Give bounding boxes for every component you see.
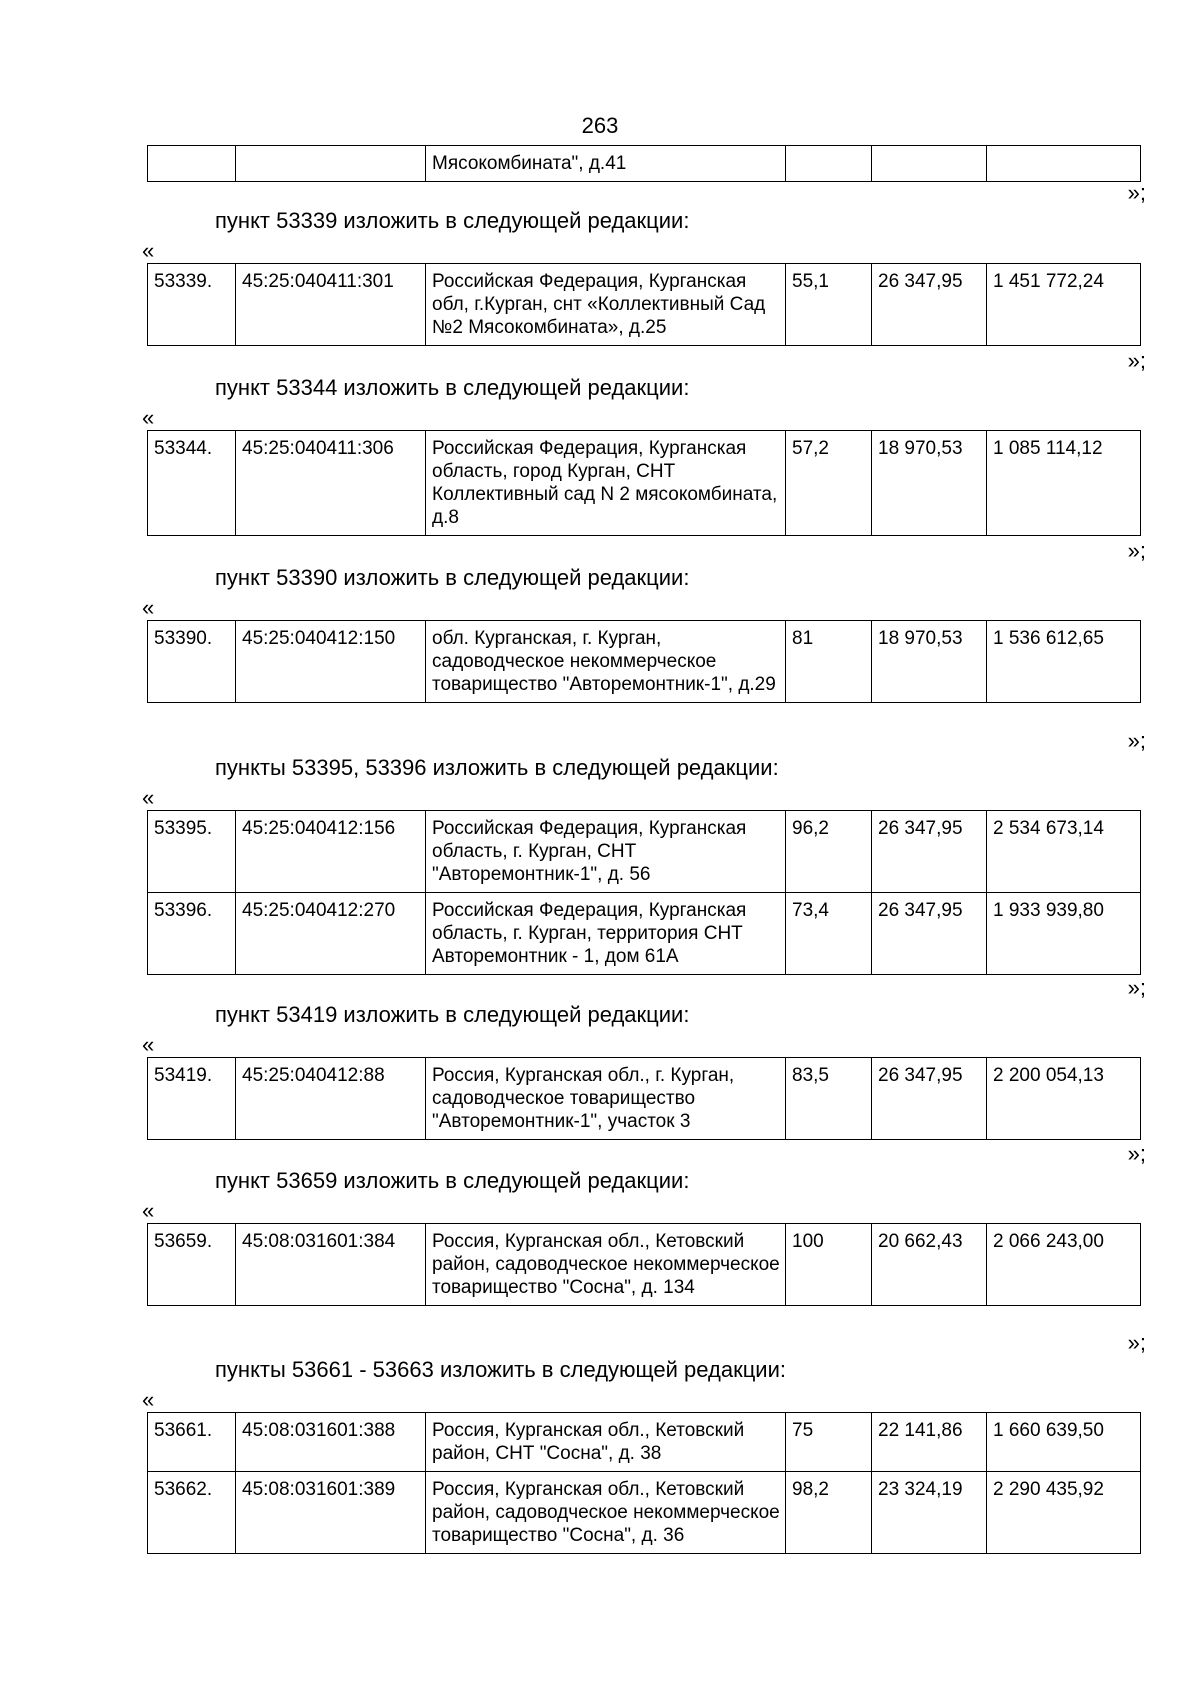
cell-cadastral: 45:25:040412:150 [236, 621, 426, 703]
cell-number: 53390. [148, 621, 236, 703]
table-row [148, 1224, 1141, 1306]
opening-quote: « [142, 405, 155, 430]
table-row [148, 1058, 1141, 1140]
cell-area: 57,2 [786, 431, 872, 536]
cell-number: 53419. [148, 1058, 236, 1140]
cell-address: Российская Федерация, Курганская область, г. Курган, СНТ "Авторемонтник-1", д. 56 [426, 811, 786, 893]
closing-quote: »; [1127, 348, 1146, 373]
cell-cadastral: 45:25:040412:270 [236, 893, 426, 975]
cell-price: 26 347,95 [872, 1058, 987, 1140]
opening-quote: « [142, 785, 155, 810]
table-row [148, 146, 1141, 182]
cell-price: 22 141,86 [872, 1413, 987, 1472]
cell-price: 18 970,53 [872, 621, 987, 703]
table-row [148, 1472, 1141, 1554]
table-row [148, 893, 1141, 975]
continuation-table [147, 145, 1141, 182]
cell-address: Россия, Курганская обл., Кетовский район, садоводческое некоммерческое товарищество "Сосна", д. 134 [426, 1224, 786, 1306]
cell-number: 53344. [148, 431, 236, 536]
cell-address: Россия, Курганская обл., Кетовский район, садоводческое некоммерческое товарищество "Сосна", д. 36 [426, 1472, 786, 1554]
cell-address: Мясокомбината", д.41 [426, 146, 786, 182]
cell-area [786, 146, 872, 182]
section-instruction: пункт 53339 изложить в следующей редакции: [215, 208, 690, 233]
cell-area: 96,2 [786, 811, 872, 893]
property-table [147, 430, 1141, 536]
table-row [148, 1413, 1141, 1472]
opening-quote: « [142, 1387, 155, 1412]
property-table [147, 1223, 1141, 1306]
table-row [148, 621, 1141, 703]
closing-quote: »; [1127, 975, 1146, 1000]
cell-address: Российская Федерация, Курганская область, г. Курган, территория СНТ Авторемонтник - 1, дом 61А [426, 893, 786, 975]
cell-cadastral: 45:08:031601:384 [236, 1224, 426, 1306]
opening-quote: « [142, 238, 155, 263]
property-table [147, 1412, 1141, 1554]
cell-price [872, 146, 987, 182]
cell-address: Российская Федерация, Курганская обл, г.Курган, снт «Коллективный Сад №2 Мясокомбината», д.25 [426, 264, 786, 346]
closing-quote: »; [1127, 1330, 1146, 1355]
cell-value: 2 066 243,00 [987, 1224, 1141, 1306]
cell-area: 55,1 [786, 264, 872, 346]
cell-number: 53395. [148, 811, 236, 893]
table-row [148, 431, 1141, 536]
cell-cadastral: 45:25:040412:156 [236, 811, 426, 893]
table-row [148, 264, 1141, 346]
table-row [148, 811, 1141, 893]
cell-value: 1 536 612,65 [987, 621, 1141, 703]
cell-value: 1 451 772,24 [987, 264, 1141, 346]
cell-value: 1 085 114,12 [987, 431, 1141, 536]
cell-cadastral: 45:25:040412:88 [236, 1058, 426, 1140]
section-instruction: пункты 53395, 53396 изложить в следующей редакции: [215, 755, 779, 780]
cell-area: 100 [786, 1224, 872, 1306]
cell-address: Российская Федерация, Курганская область, город Курган, СНТ Коллективный сад N 2 мясокомбината, д.8 [426, 431, 786, 536]
cell-address: Россия, Курганская обл., г. Курган, садоводческое товарищество "Авторемонтник-1", участок 3 [426, 1058, 786, 1140]
cell-value: 2 290 435,92 [987, 1472, 1141, 1554]
cell-value: 1 660 639,50 [987, 1413, 1141, 1472]
page-number: 263 [581, 113, 619, 138]
property-table [147, 263, 1141, 346]
cell-value: 2 534 673,14 [987, 811, 1141, 893]
cell-area: 73,4 [786, 893, 872, 975]
section-instruction: пункт 53659 изложить в следующей редакции: [215, 1168, 690, 1193]
closing-quote: »; [1127, 538, 1146, 563]
cell-price: 23 324,19 [872, 1472, 987, 1554]
cell-price: 26 347,95 [872, 893, 987, 975]
cell-number: 53659. [148, 1224, 236, 1306]
cell-price: 26 347,95 [872, 811, 987, 893]
cell-value [987, 146, 1141, 182]
opening-quote: « [142, 1198, 155, 1223]
cell-number: 53339. [148, 264, 236, 346]
closing-quote: »; [1127, 728, 1146, 753]
section-instruction: пункт 53344 изложить в следующей редакции: [215, 375, 690, 400]
cell-cadastral: 45:25:040411:306 [236, 431, 426, 536]
cell-value: 1 933 939,80 [987, 893, 1141, 975]
cell-area: 83,5 [786, 1058, 872, 1140]
cell-number: 53661. [148, 1413, 236, 1472]
cell-area: 98,2 [786, 1472, 872, 1554]
cell-cadastral: 45:08:031601:389 [236, 1472, 426, 1554]
cell-price: 18 970,53 [872, 431, 987, 536]
closing-quote: »; [1127, 180, 1146, 205]
cell-price: 20 662,43 [872, 1224, 987, 1306]
cell-number [148, 146, 236, 182]
cell-number: 53396. [148, 893, 236, 975]
cell-value: 2 200 054,13 [987, 1058, 1141, 1140]
cell-area: 75 [786, 1413, 872, 1472]
cell-address: обл. Курганская, г. Курган, садоводческое некоммерческое товарищество "Авторемонтник-1", д.29 [426, 621, 786, 703]
cell-cadastral [236, 146, 426, 182]
cell-number: 53662. [148, 1472, 236, 1554]
closing-quote: »; [1127, 1141, 1146, 1166]
opening-quote: « [142, 1032, 155, 1057]
cell-cadastral: 45:08:031601:388 [236, 1413, 426, 1472]
section-instruction: пункт 53390 изложить в следующей редакции: [215, 565, 690, 590]
cell-cadastral: 45:25:040411:301 [236, 264, 426, 346]
cell-address: Россия, Курганская обл., Кетовский район, СНТ "Сосна", д. 38 [426, 1413, 786, 1472]
property-table [147, 810, 1141, 975]
section-instruction: пункт 53419 изложить в следующей редакции: [215, 1002, 690, 1027]
property-table [147, 1057, 1141, 1140]
cell-area: 81 [786, 621, 872, 703]
property-table [147, 620, 1141, 703]
opening-quote: « [142, 595, 155, 620]
section-instruction: пункты 53661 - 53663 изложить в следующей редакции: [215, 1357, 787, 1382]
cell-price: 26 347,95 [872, 264, 987, 346]
